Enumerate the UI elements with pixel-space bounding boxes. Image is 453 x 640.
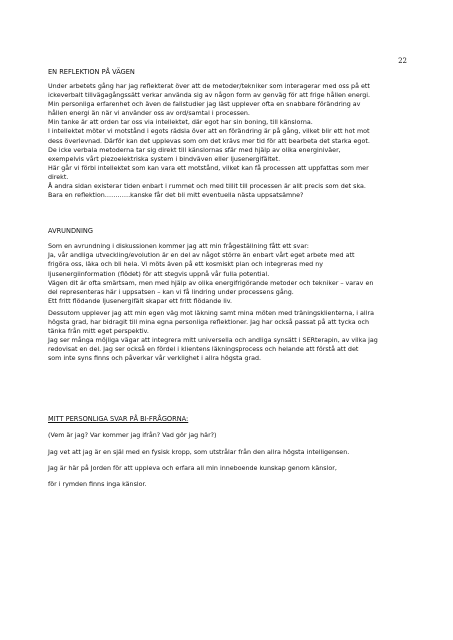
- text-line: direkt.: [48, 173, 69, 181]
- text-line: ickeverbalt tillvägagångssätt verkar använda sig av någon form av genväg för att frige hållen energi.: [48, 92, 371, 100]
- text-line: Å andra sidan existerar tiden enbart i rummet och med tillit till processen är allt precis som det ska.: [48, 183, 366, 191]
- text-line: Som en avrundning i diskussionen kommer jag att min frågeställning fått ett svar:: [48, 243, 309, 251]
- avrundning-paragraph-2: [48, 309, 408, 364]
- text-line: hållen energi än när vi använder oss av ord/samtal i processen.: [48, 110, 250, 118]
- text-line: ljusenergiinformation (flödet) för att stegvis uppnå vår fulla potential.: [48, 270, 270, 278]
- text-line: dess överlevnad. Därför kan det upplevas som om det krävs mer tid för att bearbeta det starka egot.: [48, 137, 370, 145]
- text-line: frigöra oss, läka och bli hela. Vi möts även på ett kosmiskt plan och integreras med ny: [48, 261, 323, 269]
- answer-line: för i rymden finns inga känslor.: [48, 480, 147, 488]
- section-heading-personal-answers: MITT PERSONLIGA SVAR PÅ BI-FRÅGORNA:: [48, 415, 189, 424]
- answer-line: Jag vet att jag är en själ med en fysisk kropp, som utstrålar från den allra högsta intelligensen.: [48, 448, 350, 456]
- text-line: redovisat en del. Jag ser också en fördel i klientens läkningsprocess och helande att förstå att det: [48, 346, 359, 354]
- text-line: I intellektet möter vi motstånd i egots rädsla över att en förändring är på gång, vilket blir ett hot mot: [48, 128, 370, 136]
- text-line: Min tanke är att orden tar oss via intellektet, där egot har sin boning, till känslorna.: [48, 119, 313, 127]
- text-line: som inte syns finns och påverkar vår verklighet i allra högsta grad.: [48, 355, 262, 363]
- text-line: Vägen dit är ofta smärtsam, men med hjälp av olika energifrigörande metoder och tekniker – varav en: [48, 279, 374, 287]
- text-line: Dessutom upplever jag att min egen väg mot läkning samt mina möten med träningsklienterna, i allra: [48, 309, 374, 317]
- text-line: Min personliga erfarenhet och även de fallstudier jag läst upplever ofta en snabbare förändring av: [48, 101, 361, 109]
- text-line: del representeras här i uppsatsen – kan vi få lindring under processens gång.: [48, 288, 294, 296]
- text-line: högsta grad, har bidragit till mina egna personliga reflektioner. Jag har också passat på att tycka och: [48, 318, 370, 326]
- text-line: Ja, vår andliga utveckling/evolution är en del av något större än enbart vårt eget arbete med att: [48, 252, 355, 260]
- text-line: De icke verbala metoderna tar sig direkt till känslornas sfär med hjälp av olika energiniväer,: [48, 146, 341, 154]
- page-number: 22: [398, 57, 407, 65]
- avrundning-paragraph-1: [48, 242, 408, 306]
- text-line: Under arbetets gång har jag reflekterat över att de metoder/tekniker som interagerar med oss på ett: [48, 83, 370, 90]
- question-line: (Vem är jag? Var kommer jag ifrån? Vad gör jag här?): [48, 432, 217, 440]
- text-line: Här går vi förbi intellektet som kan vara ett motstånd, vilket kan få processen att uppfattas som mer: [48, 164, 369, 172]
- reflection-paragraph: [48, 82, 408, 200]
- text-line: Ett fritt flödande ljusenergifält skapar ett fritt flödande liv.: [48, 297, 233, 305]
- text-line: exempelvis vårt piezoelektriska system i bindväven eller ljusenergifältet.: [48, 155, 281, 163]
- text-line: tänka från mitt eget perspektiv.: [48, 328, 149, 336]
- section-heading-avrundning: AVRUNDNING: [48, 227, 93, 236]
- page-content: [48, 68, 408, 489]
- text-line: Bara en reflektion…………kanske får det bli mitt eventuella nästa uppsatsämne?: [48, 192, 304, 200]
- text-line: Jag ser många möjliga vägar att integrera mitt universella och andliga synsätt i SERterapin, av vilka jag: [48, 337, 378, 345]
- section-heading-reflection: EN REFLEKTION PÅ VÄGEN: [48, 68, 135, 76]
- answer-line: Jag är här på Jorden för att uppleva och erfara all min inneboende kunskap genom känslor,: [48, 464, 337, 472]
